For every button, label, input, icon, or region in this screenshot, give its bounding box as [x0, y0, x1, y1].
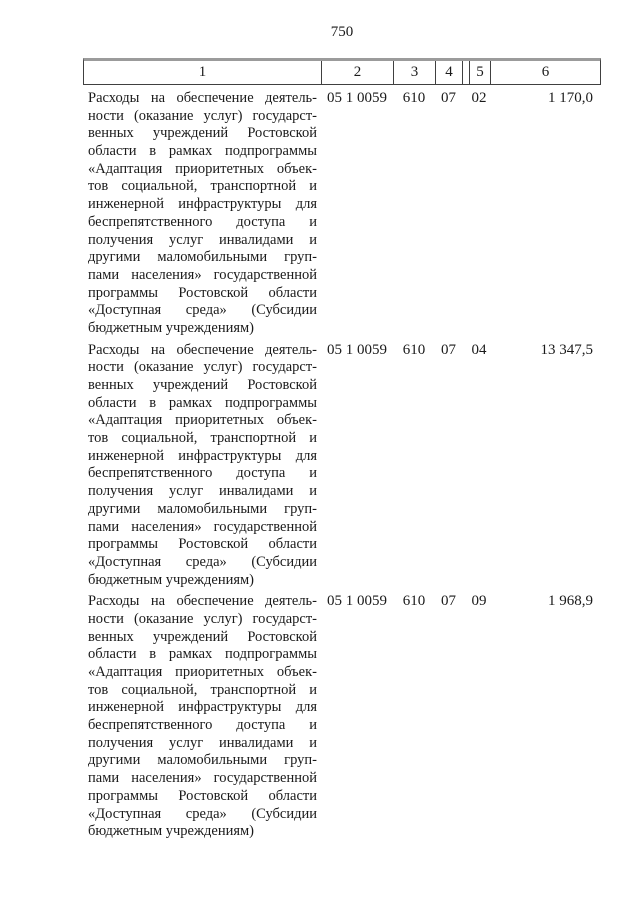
description-line: венных учреждений Ростовской: [88, 628, 317, 645]
description-line: тов социальной, транспортной и: [88, 178, 317, 195]
cell-amount: 13 347,5: [540, 341, 593, 358]
description-line: получения услуг инвалидами и: [88, 734, 317, 751]
description-line: другими маломобильными груп-: [88, 249, 317, 266]
description-line: «Адаптация приоритетных объек-: [88, 412, 317, 429]
description-line: «Доступная среда» (Субсидии: [88, 553, 317, 570]
description-line: другими маломобильными груп-: [88, 752, 317, 769]
description-line: беспрепятственного доступа и: [88, 465, 317, 482]
header-cell-1: 1: [84, 61, 322, 84]
table-row: [83, 342, 601, 590]
description-line: инженерной инфраструктуры для: [88, 699, 317, 716]
description-line: «Адаптация приоритетных объек-: [88, 664, 317, 680]
cell-expense-type: 610: [402, 593, 426, 610]
description-line: программы Ростовской области: [88, 284, 317, 301]
row-description: [83, 342, 321, 590]
description-line: «Адаптация приоритетных объек-: [88, 160, 317, 177]
description-line: области в рамках подпрограммы: [88, 646, 317, 663]
header-cell-2: 2: [322, 61, 394, 84]
header-cell-4: 4: [436, 61, 463, 84]
table-body: [83, 85, 601, 841]
description-line: программы Ростовской области: [88, 787, 317, 804]
cell-program-code: 05 1 0059: [327, 341, 387, 358]
description-line: области в рамках подпрограммы: [88, 394, 317, 411]
document-page: [83, 0, 601, 841]
description-line: беспрепятственного доступа и: [88, 717, 317, 734]
header-cell-3: 3: [394, 61, 436, 84]
table-header-row: [83, 58, 601, 85]
cell-amount: 1 968,9: [548, 593, 593, 610]
cell-section: 07: [441, 341, 456, 358]
description-line: программы Ростовской области: [88, 536, 317, 553]
description-line: Расходы на обеспечение деятель-: [88, 593, 317, 610]
description-line: «Доступная среда» (Субсидии: [88, 302, 317, 319]
cell-subsection: 02: [471, 90, 487, 106]
description-line: Расходы на обеспечение деятель-: [88, 341, 317, 358]
description-line: пами населения» государственной: [88, 770, 317, 787]
table-row: [83, 593, 601, 841]
header-cell-5: 5: [469, 61, 491, 84]
description-line: бюджетным учреждениям): [88, 571, 255, 588]
description-line: ности (оказание услуг) государст-: [88, 610, 317, 627]
description-line: тов социальной, транспортной и: [88, 681, 317, 698]
cell-section: 07: [441, 593, 456, 610]
cell-subsection: 04: [471, 341, 487, 358]
description-line: Расходы на обеспечение деятель-: [88, 90, 317, 106]
cell-section: 07: [441, 90, 456, 106]
description-line: венных учреждений Ростовской: [88, 125, 317, 142]
table-row: [83, 90, 601, 338]
description-line: венных учреждений Ростовской: [88, 377, 317, 393]
cell-program-code: 05 1 0059: [327, 593, 387, 610]
cell-program-code: 05 1 0059: [327, 90, 387, 106]
description-line: бюджетным учреждениям): [88, 319, 255, 336]
description-line: бюджетным учреждениям): [88, 823, 255, 840]
description-line: другими маломобильными груп-: [88, 500, 317, 517]
description-line: пами населения» государственной: [88, 518, 317, 535]
cell-expense-type: 610: [402, 90, 426, 106]
description-line: тов социальной, транспортной и: [88, 430, 317, 447]
description-line: беспрепятственного доступа и: [88, 213, 317, 230]
cell-expense-type: 610: [402, 341, 426, 358]
page-number: 750: [330, 24, 354, 40]
description-line: ности (оказание услуг) государст-: [88, 107, 317, 124]
description-line: инженерной инфраструктуры для: [88, 447, 317, 464]
description-line: инженерной инфраструктуры для: [88, 196, 317, 213]
cell-subsection: 09: [471, 593, 487, 610]
header-cell-6: 6: [541, 64, 550, 80]
row-description: [83, 593, 321, 841]
row-description: [83, 90, 321, 338]
description-line: «Доступная среда» (Субсидии: [88, 805, 317, 822]
description-line: получения услуг инвалидами и: [88, 483, 317, 500]
description-line: области в рамках подпрограммы: [88, 143, 317, 160]
description-line: пами населения» государственной: [88, 266, 317, 283]
description-line: получения услуг инвалидами и: [88, 231, 317, 248]
description-line: ности (оказание услуг) государст-: [88, 359, 317, 376]
cell-amount: 1 170,0: [548, 90, 593, 106]
